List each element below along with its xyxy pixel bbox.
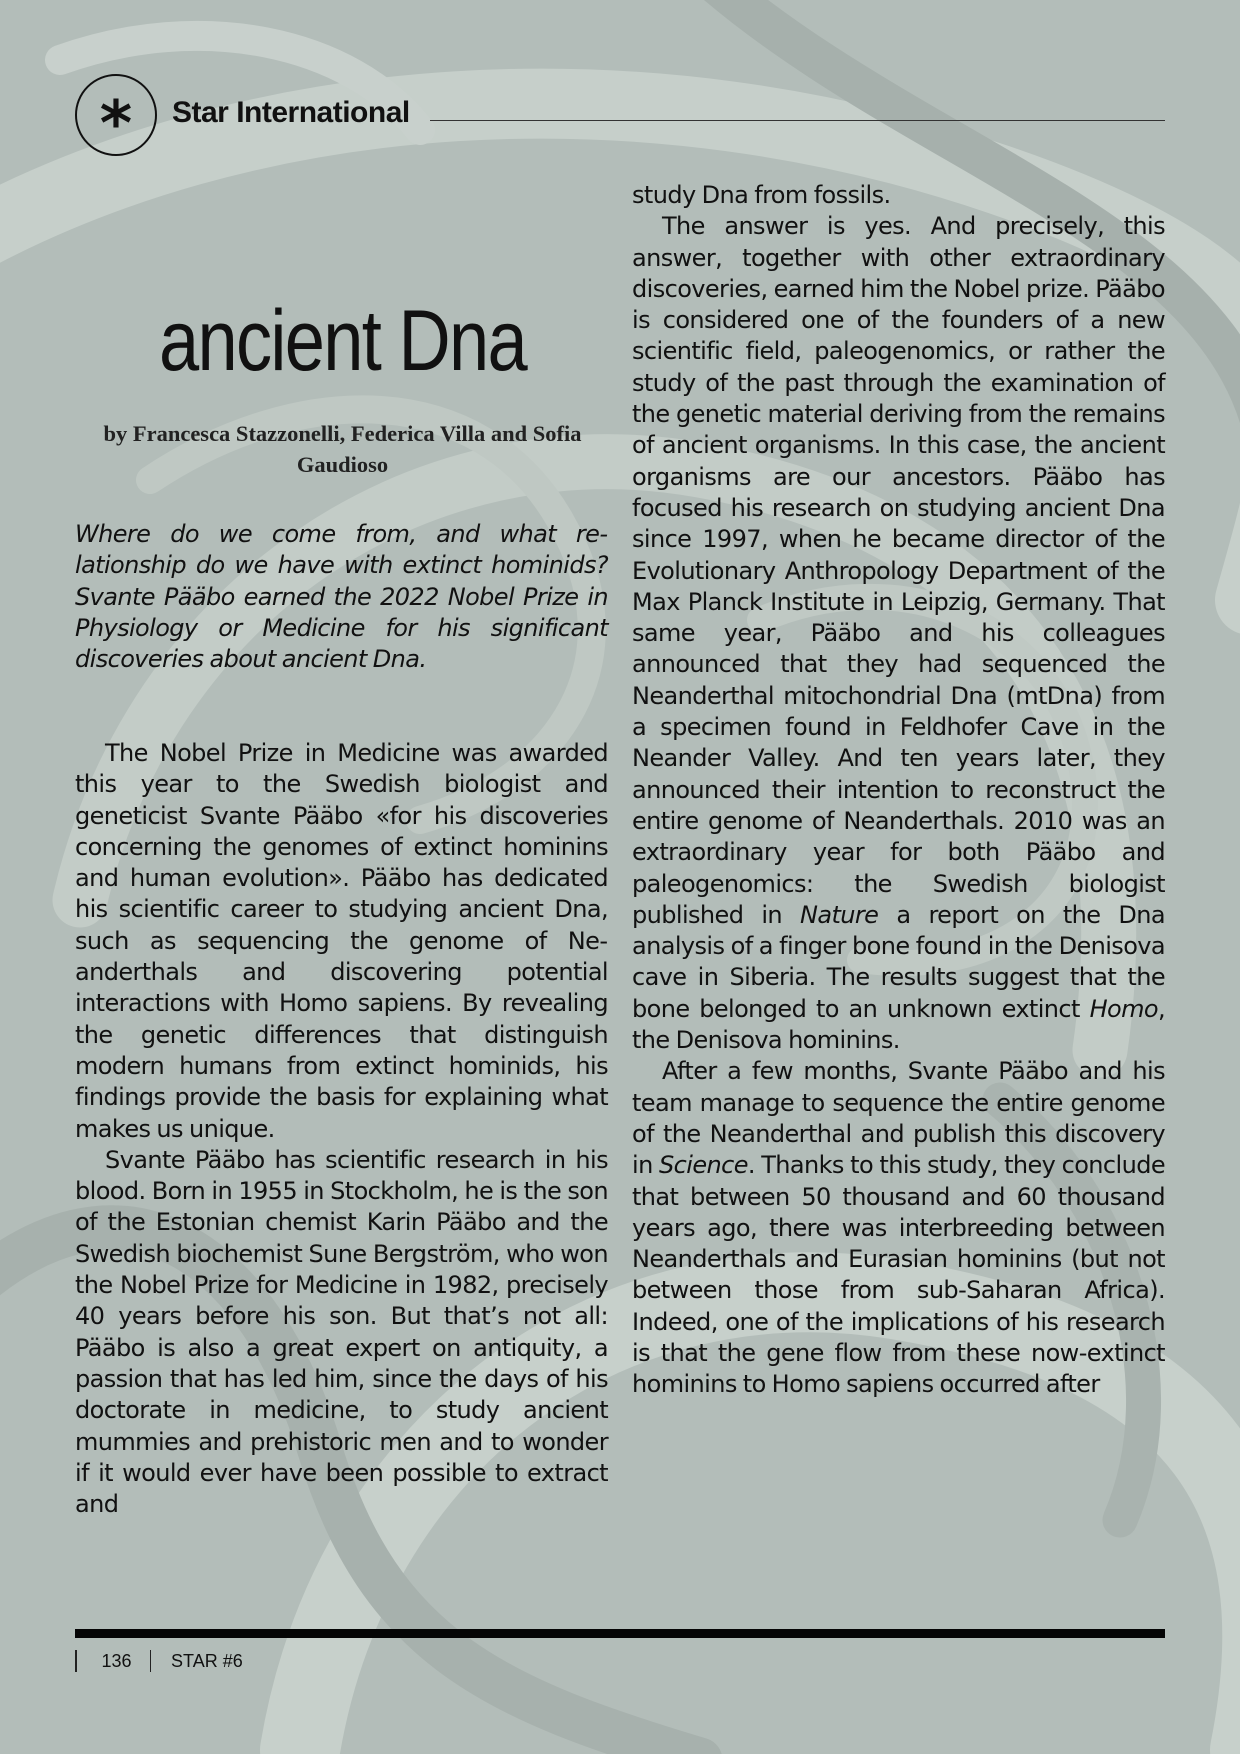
journal-name: Science [659,1151,748,1180]
body-paragraph: study Dna from fossils. [632,181,891,209]
right-column [632,180,1165,1401]
magazine-header [75,74,1165,160]
intro-text: Where do we come from, and what relationship do we have with extinct hominids? Svante Pääbo earned the 2022 Nobel Prize in Physiology or Medicine for his significant discoveries about ancient Dna. [75,520,608,674]
issue-label: STAR #6 [171,1650,243,1671]
body-paragraph: After a few months, Svante Pääbo and his team manage to sequence the entire genome of the Neanderthal and publish this discovery in Science. Thanks to this study, they conclude that between 50 thousand and 60 thousand years ago, there was interbreeding between Neanderthals and Eurasian hominins (but not between those from sub-Saharan Africa). Indeed, one of the implications of his research is that the gene flow from these now-extinct hominins to Homo sapiens occurred after [632,1057,1165,1399]
header-rule [430,120,1165,121]
star-logo-icon: * [75,74,157,156]
left-column [75,738,608,1520]
page-number: 136 [101,1650,132,1671]
article-intro [75,519,608,675]
body-paragraph: The Nobel Prize in Medicine was awarded this year to the Swedish biologist and geneticist Svante Pääbo «for his discoveries concerning the genomes of extinct hominins and human evolution». Pääbo has dedicated his scientific career to studying ancient Dna, such as sequencing the genome of Neanderthals and discovering potential interactions with Homo sapiens. By revealing the genetic differences that distinguish modern humans from extinct hominids, his findings provide the basis for explaining what makes us unique. [75,739,608,1143]
article-title: ancient Dna [158,293,527,389]
footer-divider [150,1650,152,1672]
body-paragraph: Svante Pääbo has scientific research in his blood. Born in 1955 in Stockholm, he is the son of the Estonian chemist Karin Pääbo and the Swedish biochemist Sune Bergström, who won the Nobel Prize for Medicine in 1982, precisely 40 years before his son. But that’s not all: Pääbo is also a great expert on antiquity, a passion that has led him, since the days of his doctorate in medicine, to study ancient mummies and prehistoric men and to wonder if it would ever have been possible to extract and [75,1145,608,1519]
journal-name: Nature [800,900,879,929]
genus-name: Homo [1089,994,1158,1023]
body-paragraph: The answer is yes. And precisely, this answer, together with other extraordinary discoveries, earned him the Nobel prize. Pääbo is considered one of the founders of a new scientific field, paleogenomics, or rather the study of the past through the examination of the genetic material deriving from the remains of ancient organisms. In this case, the ancient organisms are our ancestors. Pääbo has focused his research on studying ancient Dna since 1997, when he became director of the Evolutionary Anthropology Department of the Max Planck Institute in Leipzig, Germany. That same year, Pääbo and his colleagues announced that they had sequenced the Neanderthal mitochondrial Dna (mtDna) from a specimen found in Feldhofer Cave in the Neander Valley. And ten years later, they announced their intention to reconstruct the entire genome of Neanderthals. 2010 was an extraordinary year for both Pääbo and paleogenomics: the Swedish biologist published in Nature a report on the Dna analysis of a finger bone found in the Denisova cave in Siberia. The results suggest that the bone belonged to an unknown extinct Homo, the Denisova hominins. [632,212,1166,1055]
article-byline: by Francesca Stazzonelli, Federica Villa and Sofia Gaudioso [103,421,582,477]
footer-divider [75,1650,77,1672]
brand-name: Star International [172,96,410,129]
page-footer [75,1650,243,1676]
footer-rule [75,1629,1165,1638]
